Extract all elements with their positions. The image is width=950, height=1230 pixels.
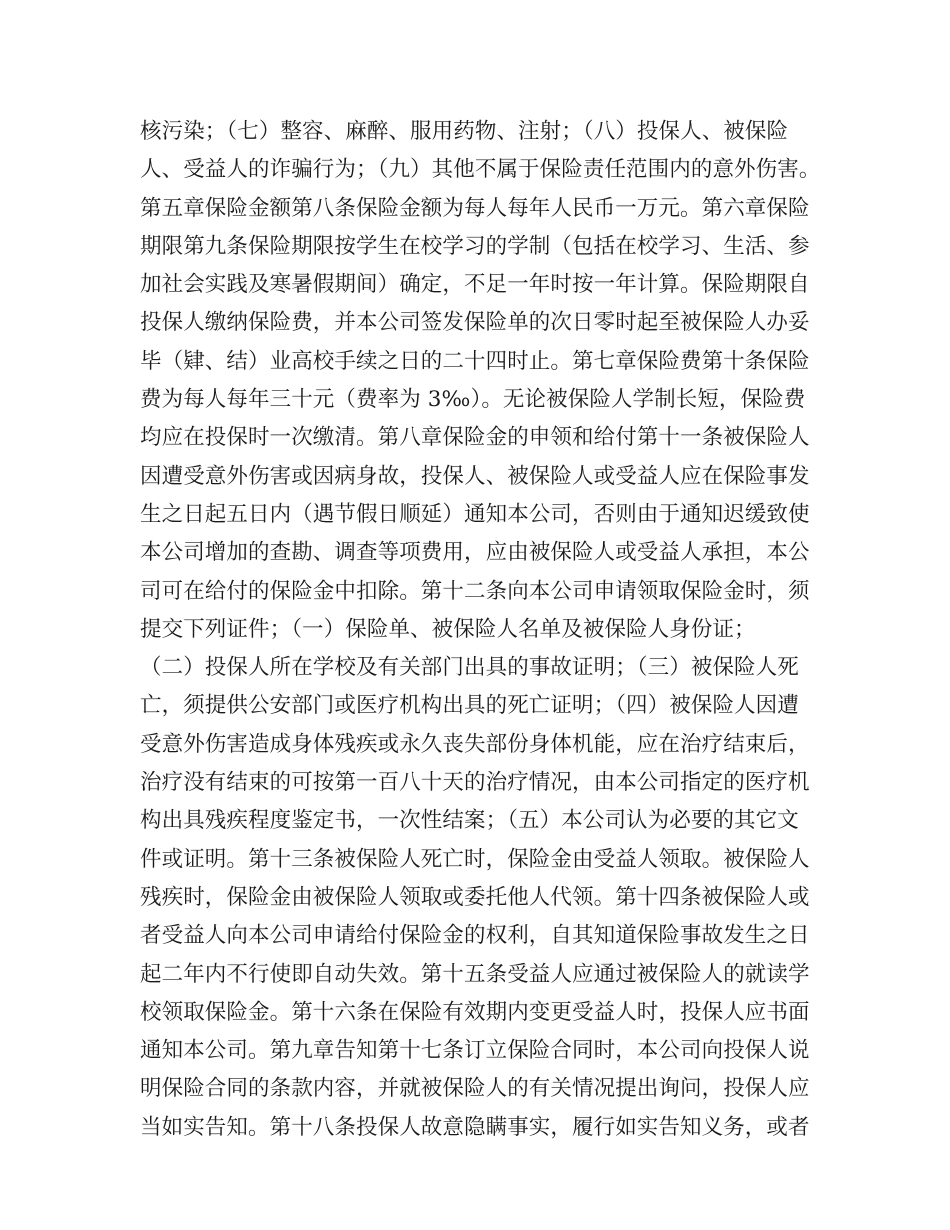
text-line: 校领取保险金。第十六条在保险有效期内变更受益人时，投保人应书面 bbox=[140, 999, 810, 1025]
text-line: 人、受益人的诈骗行为；（九）其他不属于保险责任范围内的意外伤害。 bbox=[140, 157, 821, 183]
body-text bbox=[140, 113, 830, 1147]
text-line: （二）投保人所在学校及有关部门出具的事故证明；（三）被保险人死 bbox=[140, 655, 799, 681]
text-line: 因遭受意外伤害或因病身故，投保人、被保险人或受益人应在保险事发 bbox=[140, 463, 810, 489]
text-line: 费为每人每年三十元（费率为 3‰）。无论被保险人学制长短，保险费 bbox=[140, 387, 806, 413]
text-line: 投保人缴纳保险费，并本公司签发保险单的次日零时起至被保险人办妥 bbox=[140, 310, 810, 336]
text-line: 均应在投保时一次缴清。第八章保险金的申领和给付第十一条被保险人 bbox=[140, 425, 810, 451]
text-line: 通知本公司。第九章告知第十七条订立保险合同时，本公司向投保人说 bbox=[140, 1038, 810, 1064]
text-line: 加社会实践及寒暑假期间）确定，不足一年时按一年计算。保险期限自 bbox=[140, 272, 810, 298]
text-line: 残疾时，保险金由被保险人领取或委托他人代领。第十四条被保险人或 bbox=[140, 884, 810, 910]
text-line: 者受益人向本公司申请给付保险金的权利，自其知道保险事故发生之日 bbox=[140, 923, 810, 949]
text-line: 治疗没有结束的可按第一百八十天的治疗情况，由本公司指定的医疗机 bbox=[140, 770, 810, 796]
text-line: 核污染；（七）整容、麻醉、服用药物、注射；（八）投保人、被保险 bbox=[140, 119, 789, 144]
text-line: 起二年内不行使即自动失效。第十五条受益人应通过被保险人的就读学 bbox=[140, 961, 810, 987]
text-line: 期限第九条保险期限按学生在校学习的学制（包括在校学习、生活、参 bbox=[140, 233, 810, 259]
text-line: 件或证明。第十三条被保险人死亡时，保险金由受益人领取。被保险人 bbox=[140, 846, 810, 872]
text-line: 本公司增加的查勘、调查等项费用，应由被保险人或受益人承担，本公 bbox=[140, 540, 810, 566]
text-line: 司可在给付的保险金中扣除。第十二条向本公司申请领取保险金时，须 bbox=[140, 578, 810, 604]
text-line: 第五章保险金额第八条保险金额为每人每年人民币一万元。第六章保险 bbox=[140, 195, 810, 221]
text-line: 生之日起五日内（遇节假日顺延）通知本公司，否则由于通知迟缓致使 bbox=[140, 501, 810, 527]
text-line: 亡，须提供公安部门或医疗机构出具的死亡证明；（四）被保险人因遭 bbox=[140, 693, 799, 719]
text-line: 明保险合同的条款内容，并就被保险人的有关情况提出询问，投保人应 bbox=[140, 1076, 810, 1102]
text-line: 构出具残疾程度鉴定书，一次性结案；（五）本公司认为必要的其它文 bbox=[140, 808, 799, 834]
text-line: 受意外伤害造成身体残疾或永久丧失部份身体机能，应在治疗结束后， bbox=[140, 731, 810, 757]
text-line: 当如实告知。第十八条投保人故意隐瞒事实，履行如实告知义务，或者 bbox=[140, 1114, 810, 1140]
text-line: 提交下列证件；（一）保险单、被保险人名单及被保险人身份证； bbox=[140, 616, 756, 642]
text-line: 毕（肄、结）业高校手续之日的二十四时止。第七章保险费第十条保险 bbox=[140, 348, 810, 374]
